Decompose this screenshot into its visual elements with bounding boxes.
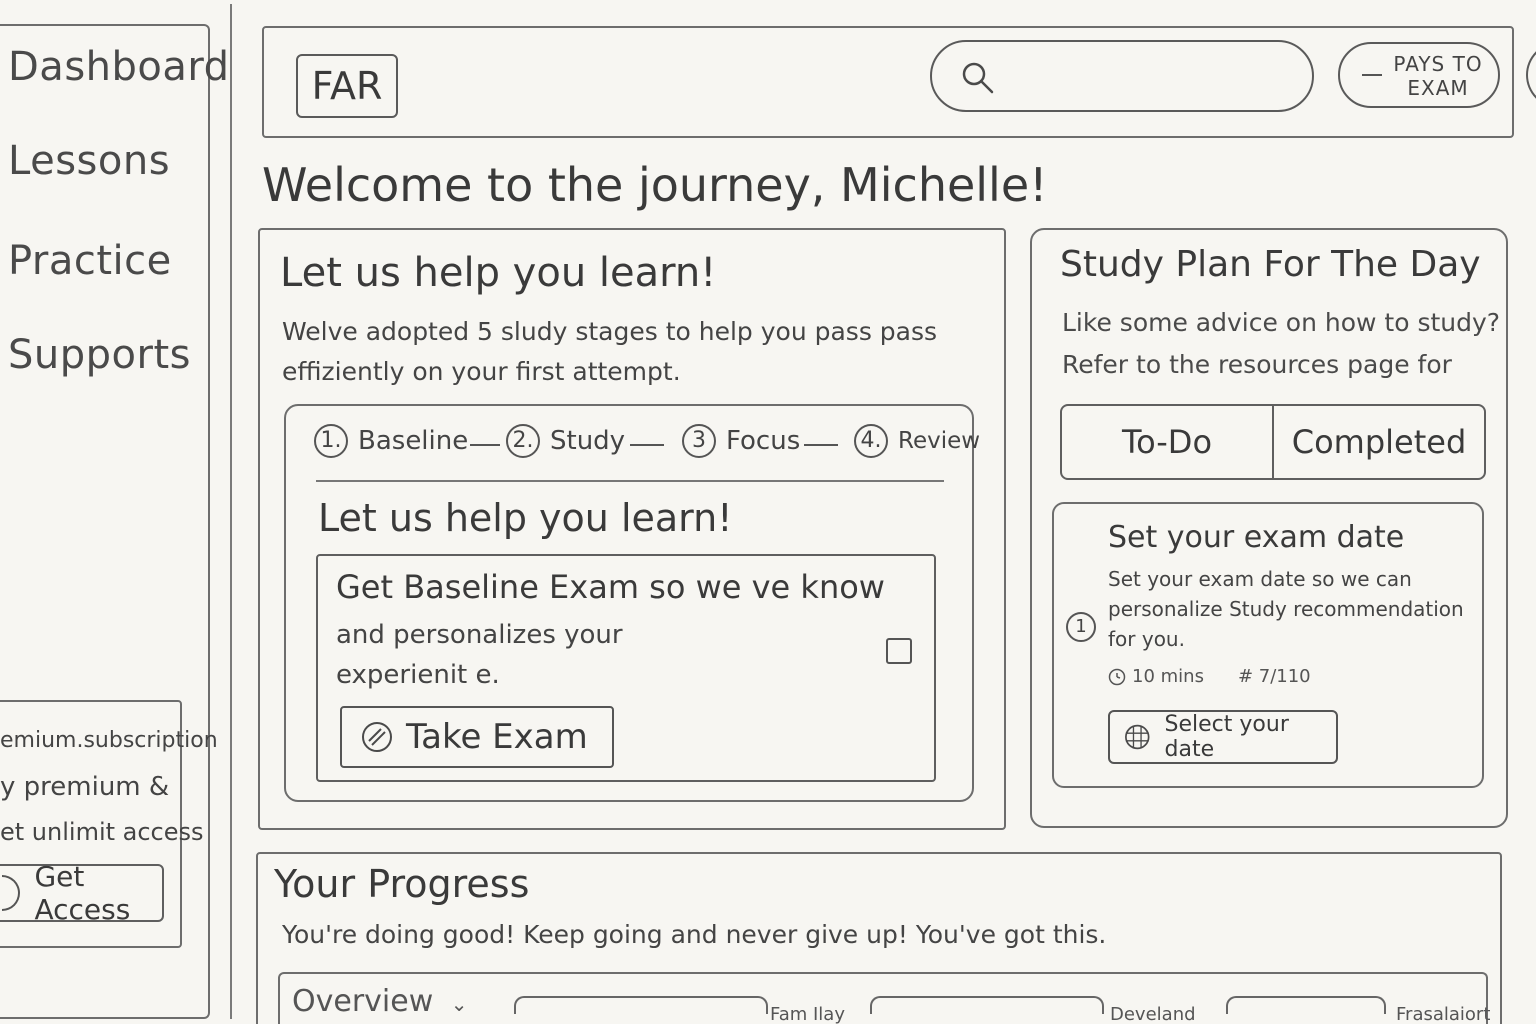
baseline-line-3: experienit e. — [336, 660, 500, 690]
dash-icon — [1362, 74, 1382, 76]
task-duration — [1108, 666, 1204, 687]
pays-to-exam-button[interactable] — [1338, 42, 1500, 108]
task-duration-text: 10 mins — [1132, 666, 1204, 687]
stage-connector — [804, 444, 838, 446]
sidebar-item-supports[interactable]: Supports — [8, 332, 191, 378]
stage-focus[interactable] — [682, 424, 800, 458]
exam-icon — [360, 720, 394, 754]
sidebar-item-lessons[interactable]: Lessons — [8, 138, 171, 184]
promo-line-2: y premium & — [0, 772, 170, 802]
filter-pill-3[interactable] — [1226, 996, 1386, 1014]
overview-dropdown-label: Overview — [292, 984, 434, 1019]
stage-number: 4. — [854, 424, 888, 458]
stage-baseline[interactable] — [314, 424, 468, 458]
take-exam-label: Take Exam — [406, 717, 588, 757]
stage-number: 2. — [506, 424, 540, 458]
learn-card-title: Let us help you learn! — [280, 250, 717, 296]
learn-desc-line-1: Welve adopted 5 sludy stages to help you pass pass — [282, 317, 938, 346]
search-icon — [958, 58, 998, 98]
stage-label: Review — [898, 428, 981, 454]
filter-pill-2[interactable] — [870, 996, 1104, 1014]
study-plan-description — [1062, 302, 1500, 386]
take-exam-button[interactable] — [340, 706, 614, 768]
stage-connector — [630, 444, 664, 446]
profile-button[interactable] — [1526, 42, 1536, 108]
chevron-down-icon: ⌄ — [450, 992, 468, 1016]
stage-content-title: Let us help you learn! — [318, 496, 733, 540]
search-input[interactable] — [930, 40, 1314, 112]
learn-card — [258, 228, 1006, 830]
baseline-checkbox[interactable] — [886, 638, 912, 664]
study-plan-desc-line-1: Like some advice on how to study? — [1062, 308, 1501, 337]
select-date-button[interactable] — [1108, 710, 1338, 764]
task-card — [1052, 502, 1484, 788]
promo-line-1: emium.subscription — [0, 728, 218, 753]
get-access-button[interactable] — [0, 860, 164, 926]
stage-review[interactable] — [854, 424, 980, 458]
baseline-line-1: Get Baseline Exam so we ve know — [336, 568, 885, 606]
filter-pill-1[interactable] — [514, 996, 768, 1014]
overview-dropdown[interactable] — [292, 984, 468, 1019]
filter-label-2: Develand — [1110, 1004, 1196, 1024]
filter-label-1: Fam Ilay — [770, 1004, 845, 1024]
select-date-label: Select your date — [1164, 712, 1289, 762]
progress-toolbar — [278, 972, 1491, 1024]
stage-number: 1. — [314, 424, 348, 458]
baseline-line-2: and personalizes your — [336, 620, 623, 650]
study-plan-card — [1030, 228, 1508, 828]
logo[interactable]: FAR — [296, 54, 398, 118]
clock-icon — [1108, 668, 1126, 686]
circle-icon — [2, 875, 20, 911]
task-description: Set your exam date so we can personalize Study recommendation for you. — [1108, 567, 1464, 651]
sidebar-item-dashboard[interactable]: Dashboard — [8, 44, 230, 90]
task-number: 1 — [1066, 612, 1096, 642]
stage-label: Study — [550, 426, 626, 456]
stages-divider — [316, 480, 944, 482]
task-title: Set your exam date — [1108, 520, 1405, 555]
stage-study[interactable] — [506, 424, 625, 458]
stage-label: Baseline — [358, 426, 469, 456]
sidebar-divider — [230, 4, 232, 1019]
task-meta — [1108, 666, 1311, 687]
pay-button-line-2: EXAM — [1407, 76, 1469, 100]
page-title: Welcome to the journey, Michelle! — [262, 158, 1048, 212]
progress-card — [256, 852, 1502, 1024]
top-bar — [262, 26, 1514, 138]
progress-subtitle: You're doing good! Keep going and never give up! You've got this. — [282, 920, 1107, 949]
study-plan-desc-line-2: Refer to the resources page for — [1062, 350, 1452, 379]
pay-button-label — [1388, 52, 1488, 100]
baseline-exam-task — [316, 554, 936, 782]
stage-connector — [470, 444, 500, 446]
filter-label-3: Frasalaiort — [1396, 1004, 1491, 1024]
learn-desc-line-2: effiziently on your first attempt. — [282, 357, 681, 386]
study-plan-title: Study Plan For The Day — [1060, 244, 1481, 285]
pay-button-line-1: PAYS TO — [1393, 52, 1483, 76]
tab-to-do[interactable]: To-Do — [1121, 423, 1213, 461]
globe-icon — [1124, 723, 1151, 751]
study-plan-tabs — [1060, 404, 1486, 480]
progress-title: Your Progress — [274, 862, 530, 906]
stage-number: 3 — [682, 424, 716, 458]
study-stages — [284, 404, 981, 802]
stage-label: Focus — [726, 426, 801, 456]
promo-line-3: et unlimit access — [0, 818, 204, 846]
get-access-label: Get Access — [34, 860, 131, 926]
learn-card-description — [282, 312, 937, 392]
tab-completed[interactable]: Completed — [1272, 406, 1484, 478]
sidebar-item-practice[interactable]: Practice — [8, 238, 172, 284]
task-count: # 7/110 — [1237, 666, 1311, 687]
